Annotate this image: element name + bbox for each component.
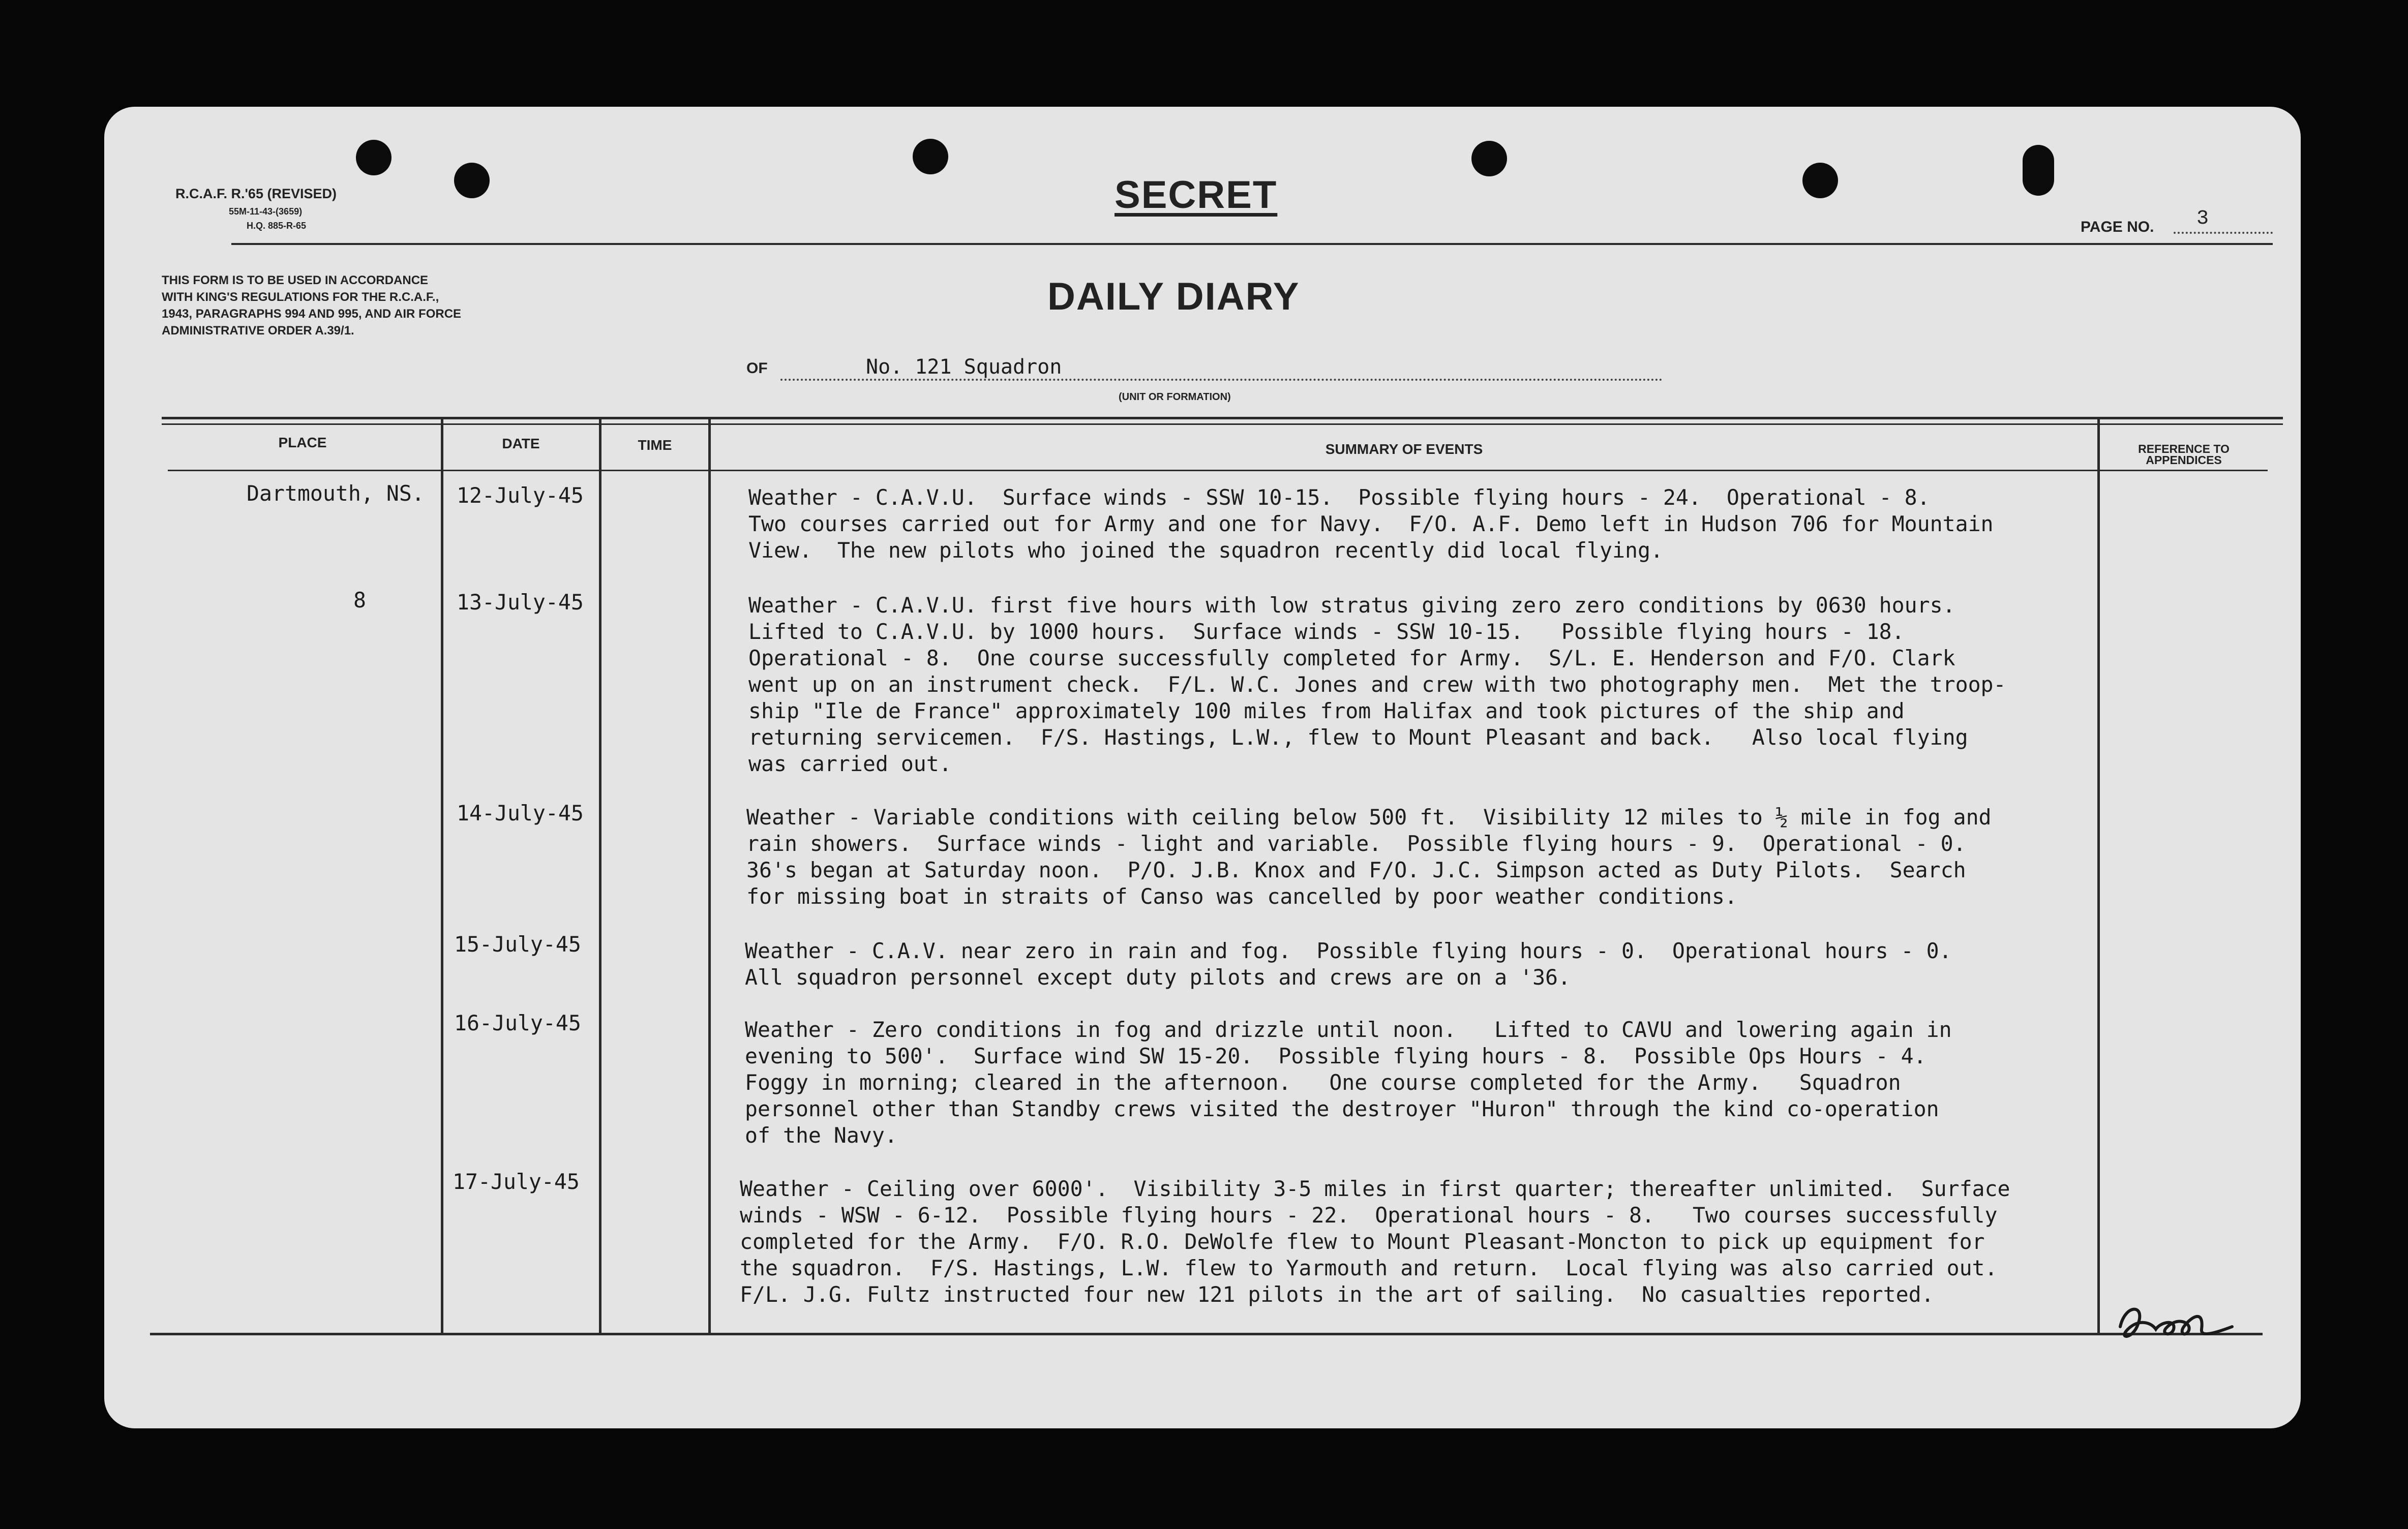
summary-cell: Weather - Ceiling over 6000'. Visibility 3-5 miles in first quarter; thereafter unlimited. Surface winds - WSW - 6-12. Possible flying hours - 22. Operational hours - 8. Two courses successfully completed for the Army. F/O. R.O. DeWolfe flew to Mount Pleasant-Moncton to pick up equipment for the squadron. F/S. Hastings, L.W. flew to Yarmouth and return. Local flying was also carried out. F/L. J.G. Fultz instructed four new 121 pilots in the art of sailing. No casualties reported. bbox=[740, 1176, 2010, 1307]
summary-cell: Weather - Variable conditions with ceiling below 500 ft. Visibility 12 miles to ½ mile in fog and rain showers. Surface winds - light and variable. Possible flying hours - 9. Operational - 0. 36's began at Saturday noon. P/O. J.B. Knox and F/O. J.C. Simpson acted as Duty Pilots. Search for missing boat in straits of Canso was cancelled by poor weather conditions. bbox=[746, 805, 1992, 909]
column-divider bbox=[2097, 418, 2100, 1333]
summary-cell: Weather - C.A.V. near zero in rain and fog. Possible flying hours - 0. Operational hours - 0. All squadron personnel except duty pilots and crews are on a '36. bbox=[745, 938, 1952, 990]
page-number-label: PAGE NO. bbox=[2081, 219, 2154, 235]
column-header-rule bbox=[168, 470, 2268, 471]
punch-hole bbox=[1471, 141, 1507, 176]
punch-hole bbox=[1802, 163, 1838, 198]
date-cell: 13-July-45 bbox=[457, 590, 584, 615]
column-divider bbox=[708, 418, 711, 1333]
regulation-note: THIS FORM IS TO BE USED IN ACCORDANCE WITH KING'S REGULATIONS FOR THE R.C.A.F., 1943, PARAGRAPHS 994 AND 995, AND AIR FORCE ADMINISTRATIVE ORDER A.39/1. bbox=[162, 273, 462, 338]
date-cell: 15-July-45 bbox=[454, 932, 581, 957]
unit-line bbox=[780, 355, 1663, 381]
column-header-date: DATE bbox=[502, 436, 540, 451]
page-number-line bbox=[2174, 207, 2273, 234]
unit-caption: (UNIT OR FORMATION) bbox=[1119, 391, 1231, 403]
date-cell: 17-July-45 bbox=[453, 1169, 580, 1194]
page-number: 3 bbox=[2196, 207, 2209, 230]
summary-cell: Weather - C.A.V.U. Surface winds - SSW 10-15. Possible flying hours - 24. Operational - 8. Two courses carried out for Army and one for Navy. F/O. A.F. Demo left in Hudson 706 for Mountain View. The new pilots who joined the squadron recently did local flying. bbox=[748, 485, 1994, 563]
unit-name: No. 121 Squadron bbox=[866, 355, 1062, 379]
summary-cell: Weather - C.A.V.U. first five hours with low stratus giving zero zero conditions by 0630 hours. Lifted to C.A.V.U. by 1000 hours. Surface winds - SSW 10-15. Possible flying hours - 18. Operational - 8. One course successfully completed for Army. S/L. E. Henderson and F/O. Clark went up on an instrument check. F/L. W.C. Jones and crew with two photography men. Met the troop- ship "Ile de France" approximately 100 miles from Halifax and took pictures of the ship and returning servicemen. F/S. Hastings, L.W., flew to Mount Pleasant and back. Also local flying was carried out. bbox=[748, 593, 2006, 776]
print-code: 55M-11-43-(3659) bbox=[229, 206, 303, 217]
date-cell: 16-July-45 bbox=[454, 1011, 581, 1035]
of-label: OF bbox=[746, 360, 768, 377]
punch-hole bbox=[913, 139, 948, 174]
page-title: DAILY DIARY bbox=[1047, 275, 1300, 318]
table-bottom-rule bbox=[150, 1333, 2263, 1335]
column-divider bbox=[441, 418, 443, 1333]
punch-hole bbox=[356, 140, 392, 175]
date-cell: 12-July-45 bbox=[457, 483, 584, 508]
handwritten-initials bbox=[2115, 1299, 2237, 1344]
table-top-rule bbox=[162, 417, 2283, 419]
punch-hole bbox=[2023, 145, 2054, 196]
classification-heading: SECRET bbox=[1115, 173, 1278, 217]
place-cell: 8 bbox=[353, 588, 366, 613]
punch-hole bbox=[454, 163, 490, 198]
column-header-time: TIME bbox=[638, 437, 672, 453]
header-rule bbox=[231, 243, 2273, 245]
form-number: R.C.A.F. R.'65 (REVISED) bbox=[175, 186, 337, 201]
summary-cell: Weather - Zero conditions in fog and drizzle until noon. Lifted to CAVU and lowering again in evening to 500'. Surface wind SW 15-20. Possible flying hours - 8. Possible Ops Hours - 4. Foggy in morning; cleared in the afternoon. One course completed for the Army. Squadron personnel other than Standby crews visited the destroyer "Huron" through the kind co-operation of the Navy. bbox=[745, 1017, 1952, 1148]
table-top-rule-2 bbox=[162, 423, 2283, 425]
date-cell: 14-July-45 bbox=[457, 801, 584, 825]
column-header-place: PLACE bbox=[278, 435, 327, 450]
column-divider bbox=[599, 418, 601, 1333]
column-header-summary: SUMMARY OF EVENTS bbox=[1325, 441, 1483, 457]
column-header-reference: REFERENCE TO APPENDICES bbox=[2138, 442, 2230, 467]
hq-reference: H.Q. 885-R-65 bbox=[247, 221, 307, 231]
place-cell: Dartmouth, NS. bbox=[247, 481, 425, 506]
